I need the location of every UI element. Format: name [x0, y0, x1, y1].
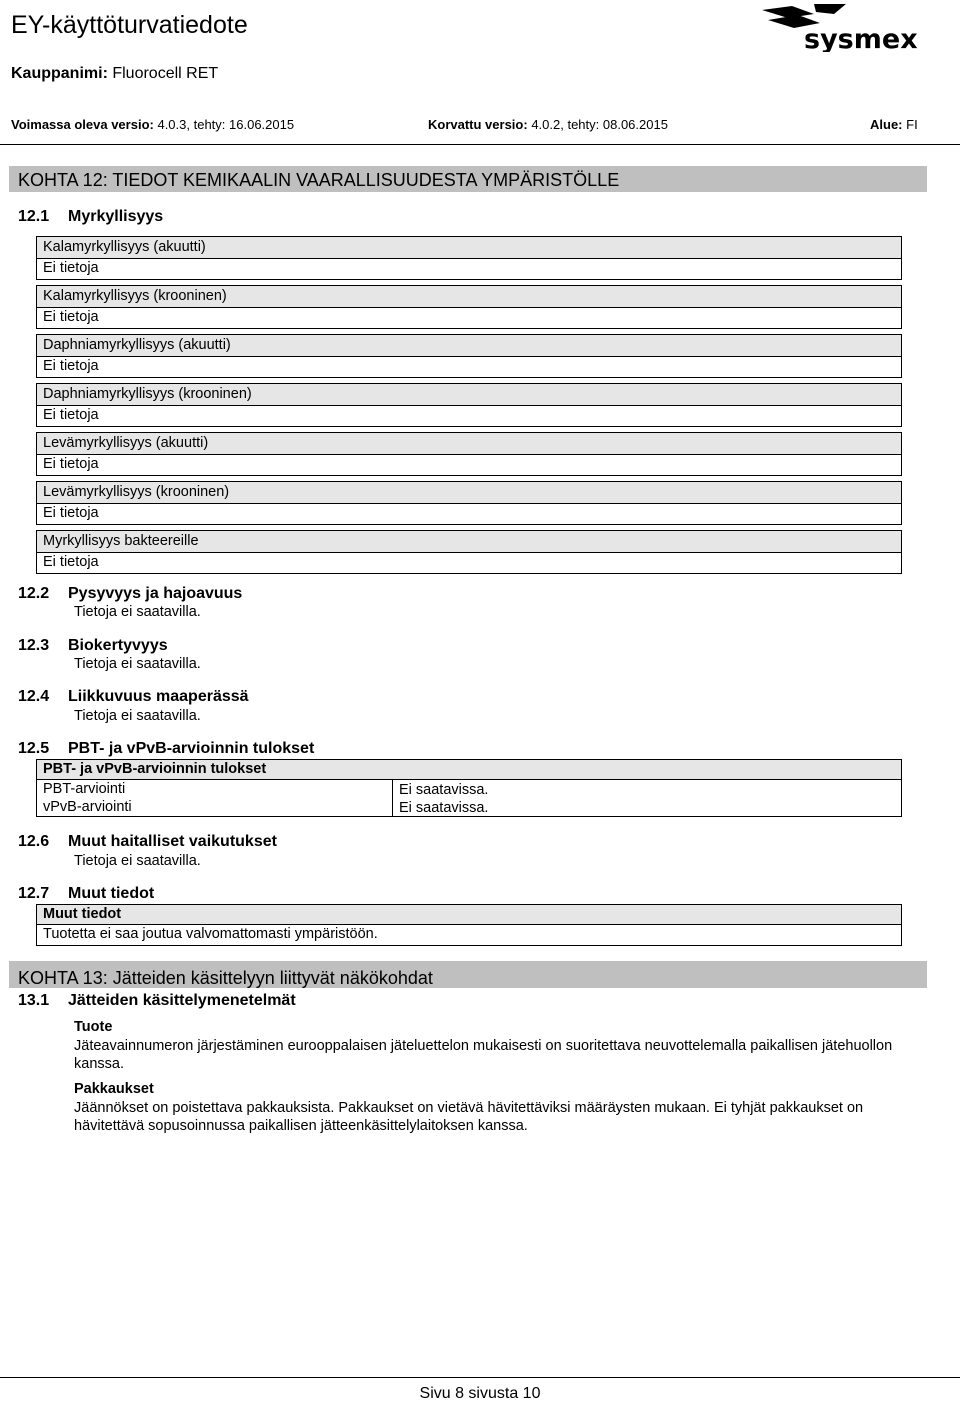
subsection-title: Muut tiedot — [68, 885, 155, 902]
document-title: EY-käyttöturvatiedote — [11, 11, 248, 39]
toxicity-algae-acute — [36, 432, 902, 476]
subsection-number: 12.6 — [18, 833, 50, 850]
subsection-number: 12.4 — [18, 688, 50, 705]
toxicity-label: Levämyrkyllisyys (akuutti) — [37, 433, 901, 455]
header-divider — [0, 144, 960, 145]
toxicity-algae-chronic — [36, 481, 902, 525]
toxicity-value: Ei tietoja — [43, 309, 99, 325]
corrected-version — [428, 117, 668, 133]
region-value: FI — [906, 117, 918, 132]
trade-name-line — [11, 64, 218, 84]
subsection-number: 12.1 — [18, 208, 50, 225]
corrected-version-label: Korvattu versio: — [428, 117, 528, 132]
section-13-header: KOHTA 13: Jätteiden käsittelyyn liittyvät näkökohdat — [9, 961, 927, 990]
toxicity-value: Ei tietoja — [43, 358, 99, 374]
persistence-text: Tietoja ei saatavilla. — [74, 604, 201, 620]
valid-version-value: 4.0.3, tehty: 16.06.2015 — [157, 117, 295, 132]
toxicity-label: Kalamyrkyllisyys (krooninen) — [37, 286, 901, 308]
vpvb-label: vPvB-arviointi — [43, 799, 132, 815]
subsection-12-3 — [18, 636, 168, 656]
toxicity-label: Daphniamyrkyllisyys (akuutti) — [37, 335, 901, 357]
subsection-number: 12.3 — [18, 637, 50, 654]
valid-version-label: Voimassa oleva versio: — [11, 117, 154, 132]
subsection-12-7 — [18, 884, 154, 904]
toxicity-label: Levämyrkyllisyys (krooninen) — [37, 482, 901, 504]
trade-name-label: Kauppanimi: — [11, 65, 108, 82]
subsection-13-1 — [18, 991, 296, 1011]
pbt-table-header: PBT- ja vPvB-arvioinnin tulokset — [37, 760, 901, 780]
toxicity-fish-chronic — [36, 285, 902, 329]
toxicity-value: Ei tietoja — [43, 407, 99, 423]
subsection-12-2 — [18, 584, 242, 604]
toxicity-label: Kalamyrkyllisyys (akuutti) — [37, 237, 901, 259]
other-info-text: Tuotetta ei saa joutua valvomattomasti ympäristöön. — [43, 926, 378, 942]
subsection-number: 13.1 — [18, 992, 50, 1009]
pbt-results-table — [36, 759, 902, 817]
subsection-number: 12.2 — [18, 585, 50, 602]
bioaccumulation-text: Tietoja ei saatavilla. — [74, 656, 201, 672]
subsection-title: Biokertyvyys — [68, 637, 168, 654]
subsection-12-4 — [18, 687, 249, 707]
packaging-heading: Pakkaukset — [74, 1081, 154, 1097]
product-text: Jäteavainnumeron järjestäminen eurooppalaisen jäteluettelon mukaisesti on suoritettava neuvottelemalla paikallisen jätehuollon kanssa. — [74, 1038, 893, 1072]
page-number: Sivu 8 sivusta 10 — [419, 1385, 541, 1402]
toxicity-value: Ei tietoja — [43, 505, 99, 521]
packaging-text: Jäännökset on poistettava pakkauksista. Pakkaukset on vietävä hävitettäviksi määräysten mukaan. Ei tyhjät pakkaukset on hävitettävä sopusoinnussa paikallisen jätteenkäsittelylaitoksen kanssa. — [74, 1100, 864, 1134]
toxicity-value: Ei tietoja — [43, 554, 99, 570]
subsection-number: 12.5 — [18, 740, 50, 757]
subsection-title: Liikkuvuus maaperässä — [68, 688, 249, 705]
pbt-label: PBT-arviointi — [43, 781, 126, 797]
toxicity-label: Myrkyllisyys bakteereille — [37, 531, 901, 553]
subsection-title: PBT- ja vPvB-arvioinnin tulokset — [68, 740, 315, 757]
toxicity-value: Ei tietoja — [43, 260, 99, 276]
other-info-header: Muut tiedot — [37, 905, 901, 925]
toxicity-bacteria — [36, 530, 902, 574]
toxicity-value: Ei tietoja — [43, 456, 99, 472]
footer-divider — [0, 1377, 960, 1378]
toxicity-daphnia-acute — [36, 334, 902, 378]
region — [870, 117, 918, 133]
logo-text: sysmex — [804, 24, 918, 52]
pbt-value: Ei saatavissa. — [399, 782, 489, 798]
vpvb-value: Ei saatavissa. — [399, 800, 489, 816]
other-effects-text: Tietoja ei saatavilla. — [74, 853, 201, 869]
valid-version — [11, 117, 294, 133]
section-12-header: KOHTA 12: TIEDOT KEMIKAALIN VAARALLISUUDESTA YMPÄRISTÖLLE — [9, 166, 927, 194]
corrected-version-value: 4.0.2, tehty: 08.06.2015 — [531, 117, 668, 132]
trade-name-value: Fluorocell RET — [112, 65, 219, 82]
sysmex-logo — [754, 2, 924, 52]
subsection-12-1 — [18, 207, 163, 227]
mobility-text: Tietoja ei saatavilla. — [74, 708, 201, 724]
other-info-box — [36, 904, 902, 946]
subsection-title: Jätteiden käsittelymenetelmät — [68, 992, 296, 1009]
product-heading: Tuote — [74, 1019, 113, 1035]
subsection-12-6 — [18, 832, 277, 852]
subsection-12-5 — [18, 739, 314, 759]
subsection-title: Myrkyllisyys — [68, 208, 164, 225]
toxicity-label: Daphniamyrkyllisyys (krooninen) — [37, 384, 901, 406]
subsection-number: 12.7 — [18, 885, 50, 902]
toxicity-fish-acute — [36, 236, 902, 280]
region-label: Alue: — [870, 117, 903, 132]
toxicity-daphnia-chronic — [36, 383, 902, 427]
subsection-title: Muut haitalliset vaikutukset — [68, 833, 277, 850]
subsection-title: Pysyvyys ja hajoavuus — [68, 585, 243, 602]
pbt-column-divider — [392, 780, 393, 817]
